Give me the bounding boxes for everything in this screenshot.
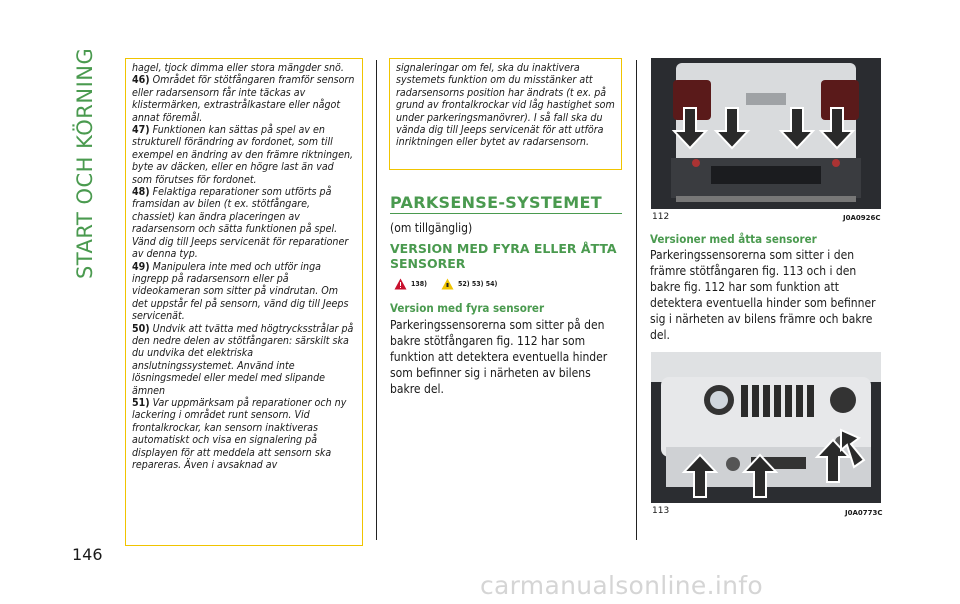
- warning-continued-text: signaleringar om fel, ska du inaktivera systemets funktion om du misstänker att radarsensorns position har ändrats (t ex. på grund av frontalkrockar vid låg hastighet som under parkeringsmanövrer). I så fall ska du vända dig till Jeeps servicenät för att utföra inriktningen eller bytet av radarsensorn.: [396, 62, 615, 149]
- figure-112-code: J0A0926C: [843, 214, 881, 222]
- eight-sensor-text: Parkeringssensorerna som sitter i den främre stötfångaren fig. 113 och i den bakre fig. 112 har som funktion att detektera eventuella hinder som befinner sig i närheten av bilens främre och bakre del.: [650, 248, 876, 342]
- warning-item: 48) Felaktiga reparationer som utförts på framsidan av bilen (t ex. stötfångare, chassiet) kan ändra placeringen av radarsensorn och sätta funktionen på spel. Vänd dig till Jeeps servicenät för reparationer av denna typ.: [132, 186, 349, 261]
- figure-112-number: 112: [652, 212, 670, 222]
- figure-113-code: J0A0773C: [845, 509, 883, 517]
- section-side-title: START OCH KÖRNING: [73, 47, 97, 279]
- column-divider-right: [636, 60, 637, 540]
- warning-box-middle: [389, 58, 622, 170]
- sensor-arrows-rear: [651, 58, 881, 209]
- watermark[interactable]: carmanualsonline.info: [480, 571, 763, 600]
- warning-item: 47) Funktionen kan sättas på spel av en strukturell förändring av fordonet, som till exempel en ändring av den främre riktningen, byte av däcken, eller en högre last än vad som förutses för fordonet.: [132, 124, 354, 186]
- caution-ref: 52) 53) 54): [458, 280, 498, 288]
- warning-box-left: [125, 58, 363, 546]
- warning-item: 46) Området för stötfångaren framför sensorn eller radarsensorn får inte täckas av klistermärken, extrastrålkastare eller något annat föremål.: [132, 74, 355, 124]
- figure-112-rear-car-photo: [651, 58, 881, 209]
- availability-note: (om tillgänglig): [390, 221, 473, 235]
- sensor-arrows-front: [651, 352, 881, 503]
- subheading: VERSION MED FYRA ELLER ÅTTA SENSORER: [390, 241, 617, 271]
- warning-item: 50) Undvik att tvätta med högtrycksstrålar på den nedre delen av stötfångaren: särskilt ska du undvika det elektriska anslutningssystemet. Använd inte lösningsmedel eller medel med slipande ämnen: [132, 322, 354, 397]
- column-divider-left: [376, 60, 377, 540]
- four-sensor-text: Parkeringssensorerna som sitter på den bakre stötfångaren fig. 112 har som funktion att detektera eventuella hinder som befinner sig i närheten av bilens bakre del.: [390, 318, 608, 396]
- warning-ref: 138): [411, 280, 428, 288]
- warning-item: hagel, tjock dimma eller stora mängder snö.: [132, 62, 344, 74]
- reference-icons: [394, 278, 497, 290]
- figure-113-number: 113: [652, 506, 670, 516]
- section-title: PARKSENSE-SYSTEMET: [390, 193, 622, 214]
- warning-item: 51) Var uppmärksam på reparationer och ny lackering i området runt sensorn. Vid frontalkrockar, kan sensorn inaktiveras automatiskt och visa en signalering på displayen för att meddela att sensorn ska repareras. Även i avsaknad av: [132, 396, 347, 471]
- figure-113-front-car-photo: [651, 352, 881, 503]
- page-number: 146: [72, 545, 103, 564]
- warning-item: 49) Manipulera inte med och utför inga ingrepp på radarsensorn eller på videokameran som sitter på vindrutan. Om det uppstår fel på sensorn, vänd dig till Jeeps servicenät.: [132, 260, 349, 323]
- caution-hand-icon: [441, 278, 454, 290]
- eight-sensor-heading: Versioner med åtta sensorer: [650, 232, 817, 246]
- four-sensor-heading: Version med fyra sensorer: [390, 301, 545, 315]
- warning-triangle-icon: [394, 278, 407, 290]
